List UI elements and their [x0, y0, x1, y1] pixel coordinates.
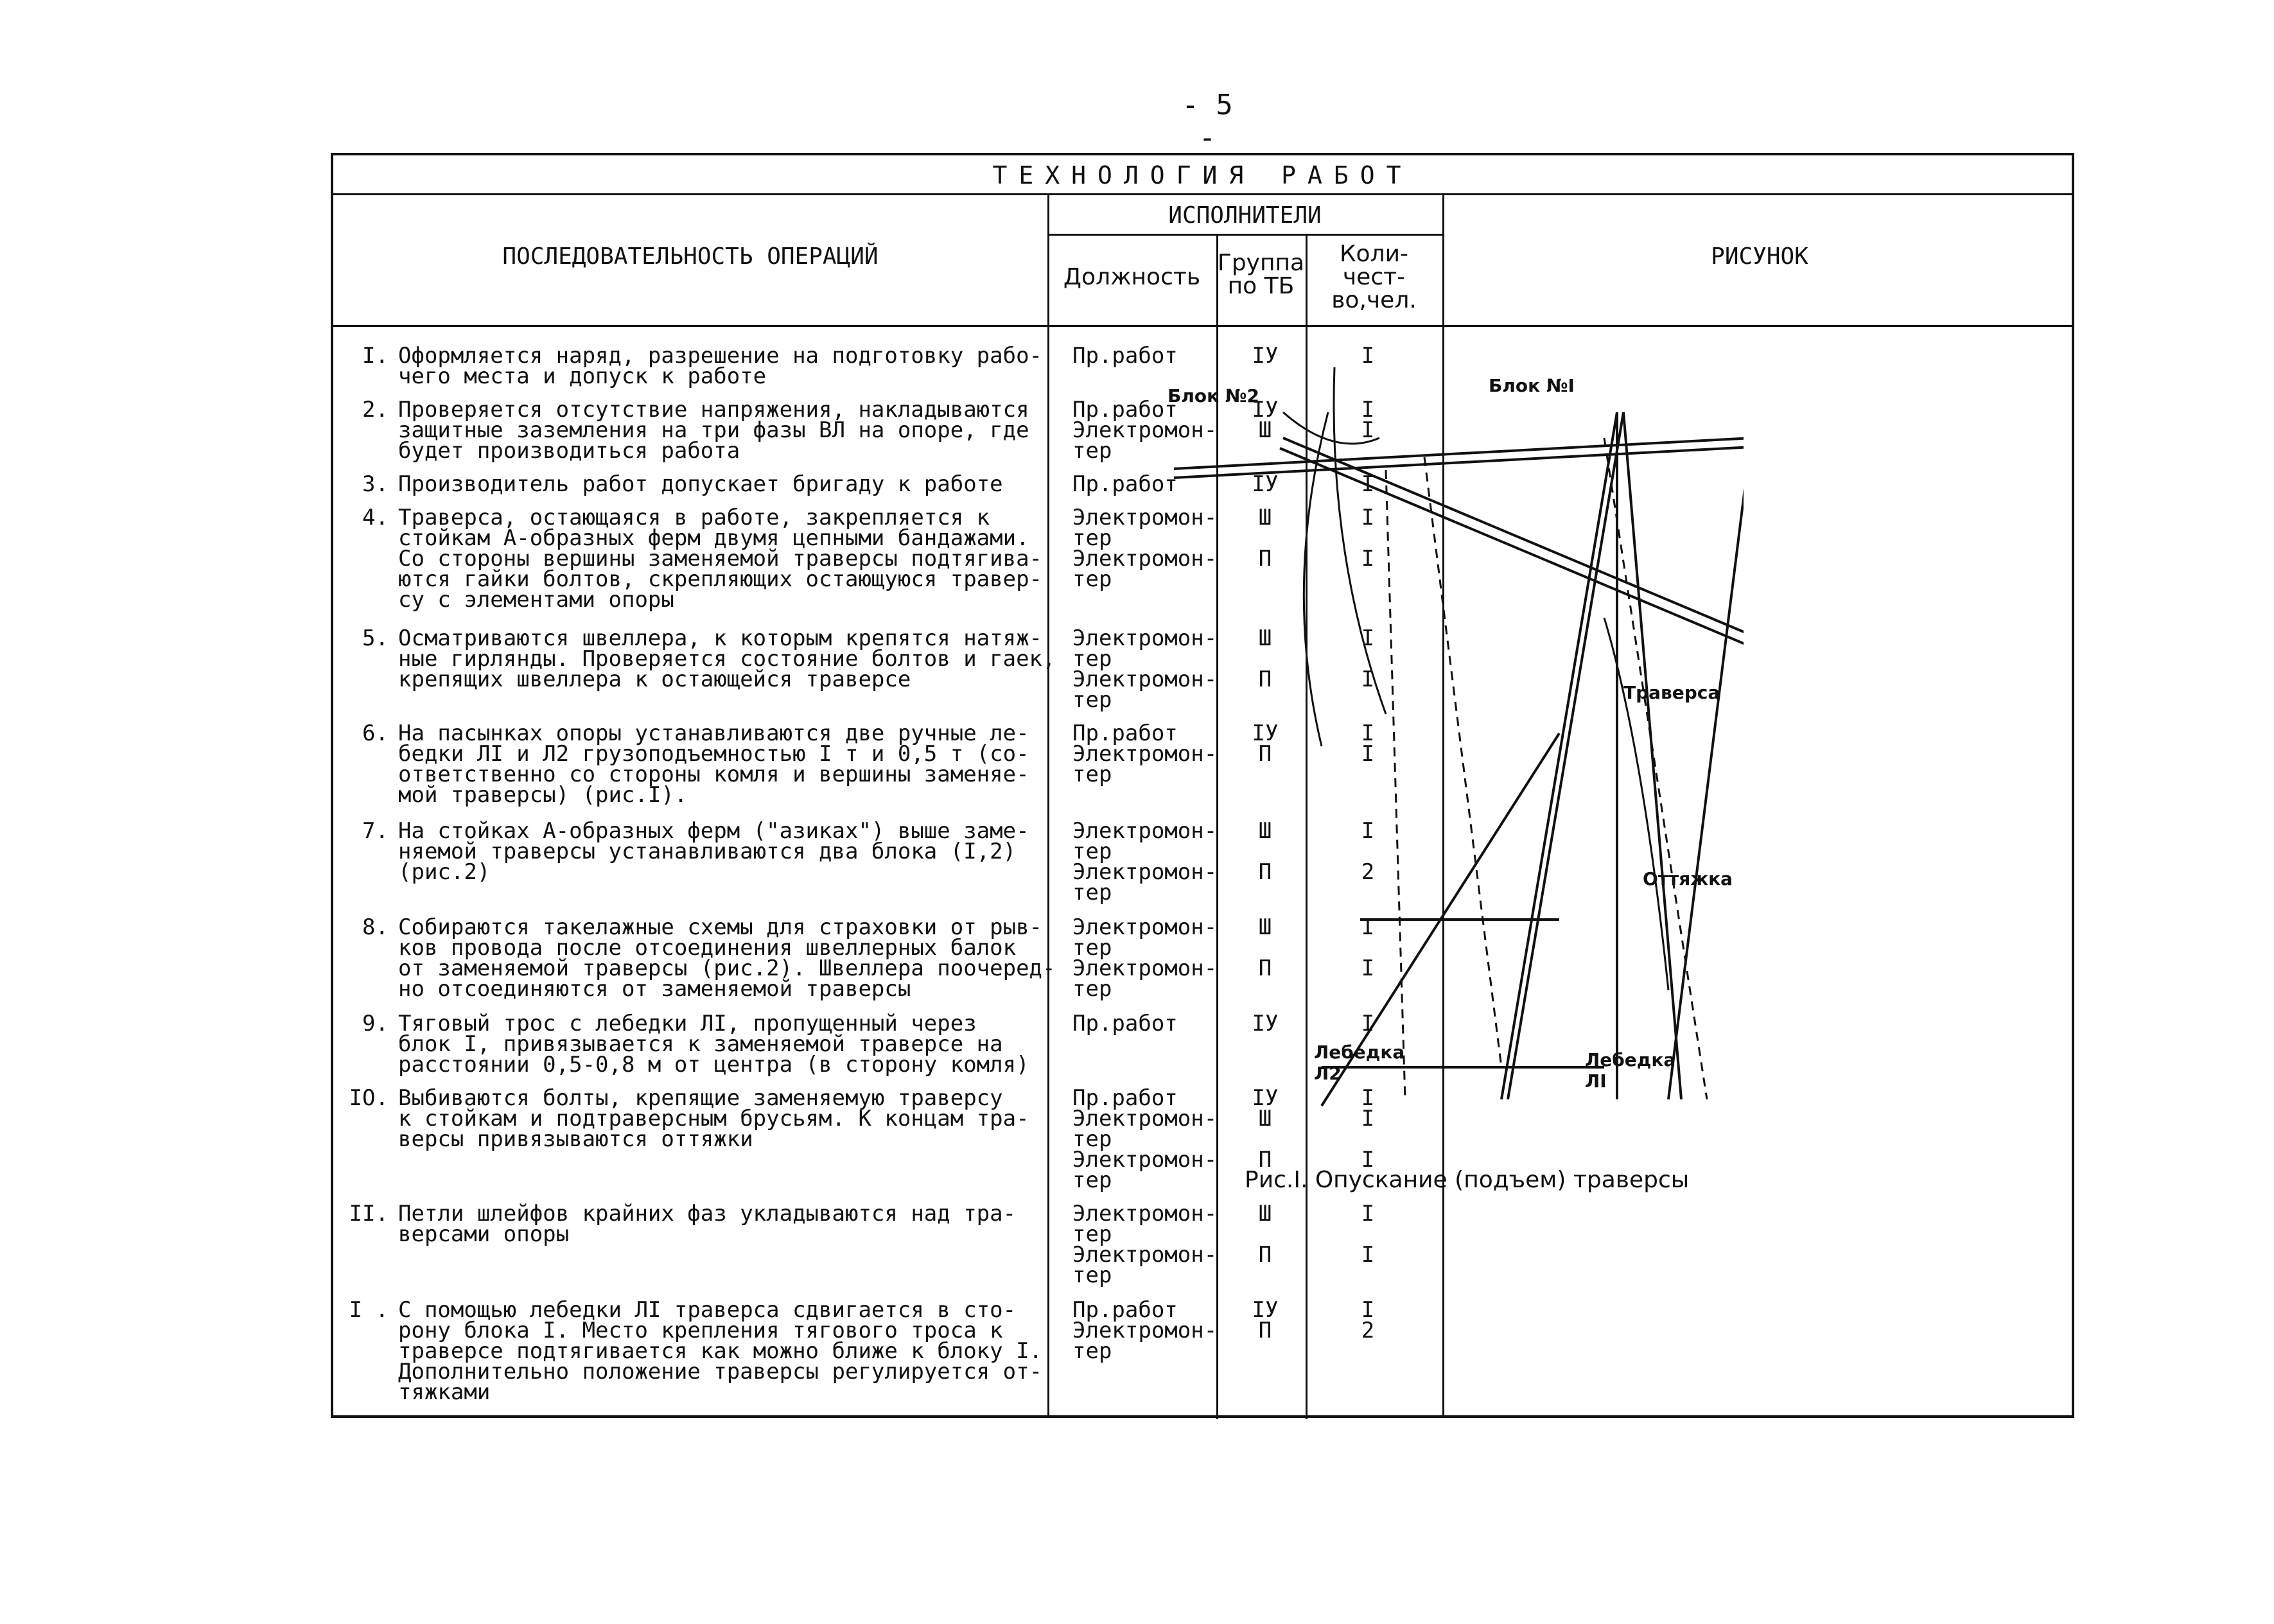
header-executors: ИСПОЛНИТЕЛИ	[1168, 202, 1322, 229]
row-count: I I	[1361, 625, 1375, 692]
page-number: - 5 -	[1182, 89, 1233, 154]
row-group: Ш П	[1258, 914, 1272, 981]
header-count: Коли- чест- во,чел.	[1331, 241, 1417, 313]
row-number: 4.	[362, 505, 389, 530]
row-number: 6.	[362, 720, 389, 746]
label-traverse: Траверса	[1623, 682, 1720, 703]
row-position: Пр.работ	[1072, 343, 1178, 369]
row-text: С помощью лебедки ЛI траверса сдвигается в сто- рону блока I. Место крепления тягового троса к траверсе подтягивается как можно ближе к блоку I. Дополнительно положение траверсы регулируется от- тяжками	[398, 1297, 1043, 1405]
row-position: Электромон- тер Электромон- тер	[1072, 505, 1218, 592]
row-text: Траверса, остающаяся в работе, закрепляется к стойкам А-образных ферм двумя цепными бандажами. Со стороны вершины заменяемой траверсы подтягива- ются гайки болтов, скрепляющих остающуюся травер- су с элементами опоры	[398, 505, 1043, 613]
row-count: I I	[1361, 505, 1375, 572]
row-count: I I	[1361, 914, 1375, 981]
row-position: Пр.работ	[1072, 1011, 1178, 1036]
row-position: Электромон- тер Электромон- тер	[1072, 914, 1218, 1002]
label-block-2: Блок №2	[1168, 385, 1260, 406]
row-position: Пр.работ	[1072, 471, 1178, 497]
tower-diagram	[1116, 168, 1744, 1164]
row-number: IO.	[349, 1085, 389, 1111]
row-text: Производитель работ допускает бригаду к работе	[398, 471, 1003, 497]
row-position: Пр.работ Электромон- тер	[1072, 720, 1218, 787]
row-text: Петли шлейфов крайних фаз укладываются над тра- версами опоры	[398, 1201, 1017, 1247]
row-text: На пасынках опоры устанавливаются две ручные ле- бедки ЛI и Л2 грузоподъемностью I т и 0,5 т (со- ответственно со стороны комля и вершины заменяе- мой траверсы) (рис.I).	[398, 720, 1029, 808]
row-group: IУ Ш	[1252, 397, 1279, 443]
row-number: 8.	[362, 914, 389, 940]
label-guy-wire: Оттяжка	[1643, 868, 1733, 889]
row-text: Оформляется наряд, разрешение на подготовку рабо- чего места и допуск к работе	[398, 343, 1043, 389]
row-text: Тяговый трос с лебедки ЛI, пропущенный через блок I, привязывается к заменяемой траверсе на расстоянии 0,5-0,8 м от центра (в сторону комля)	[398, 1011, 1029, 1078]
row-count: I	[1361, 471, 1375, 497]
row-number: I.	[362, 343, 389, 369]
row-position: Электромон- тер Электромон- тер	[1072, 818, 1218, 905]
row-group: IУ	[1252, 471, 1279, 497]
row-position: Электромон- тер Электромон- тер	[1072, 625, 1218, 713]
row-group: Ш П	[1258, 818, 1272, 885]
row-group: IУ	[1252, 1011, 1279, 1036]
row-number: 3.	[362, 471, 389, 497]
row-text: Собираются такелажные схемы для страховки от рыв- ков провода после отсоединения швеллерных балок от заменяемой траверсы (рис.2). Швеллера поочеред- но отсоединяются от заменяемой траверсы	[398, 914, 1056, 1002]
header-figure: РИСУНОК	[1711, 243, 1808, 270]
label-block-1: Блок №I	[1489, 375, 1575, 396]
row-number: 9.	[362, 1011, 389, 1036]
row-count: I	[1361, 343, 1375, 369]
row-group: IУ Ш П	[1252, 1085, 1279, 1173]
row-group: IУ П	[1252, 1297, 1279, 1343]
row-count: I 2	[1361, 1297, 1375, 1343]
row-group: Ш П	[1258, 505, 1272, 572]
table-title: ТЕХНОЛОГИЯ РАБОТ	[333, 155, 2072, 195]
header-sequence: ПОСЛЕДОВАТЕЛЬНОСТЬ ОПЕРАЦИЙ	[502, 243, 879, 270]
figure-caption: Рис.I. Опускание (подъем) траверсы	[1245, 1167, 1690, 1193]
row-text: Осматриваются швеллера, к которым крепятся натяж- ные гирлянды. Проверяется состояние болтов и гаек, крепящих швеллера к остающейся траверсе	[398, 625, 1056, 692]
row-text: Проверяется отсутствие напряжения, накладываются защитные заземления на три фазы ВЛ на опоре, где будет производиться работа	[398, 397, 1029, 464]
label-winch-l2: Лебедка Л2	[1314, 1042, 1405, 1084]
row-position: Пр.работ Электромон- тер	[1072, 397, 1218, 464]
label-winch-l1: Лебедка ЛI	[1585, 1049, 1676, 1092]
row-count: I 2	[1361, 818, 1375, 885]
header-group: Группа по ТБ	[1217, 250, 1305, 299]
row-group: Ш П	[1258, 1201, 1272, 1268]
row-group: IУ	[1252, 343, 1279, 369]
row-count: I I	[1361, 397, 1375, 443]
row-position: Пр.работ Электромон- тер	[1072, 1297, 1218, 1364]
figure-tower-drawing	[1116, 168, 1744, 1260]
row-group: IУ П	[1252, 720, 1279, 767]
row-count: I I	[1361, 1201, 1375, 1268]
row-number: I .	[349, 1297, 389, 1323]
row-number: 2.	[362, 397, 389, 423]
row-count: I I	[1361, 720, 1375, 767]
row-count: I	[1361, 1011, 1375, 1036]
row-group: Ш П	[1258, 625, 1272, 692]
row-position: Электромон- тер Электромон- тер	[1072, 1201, 1218, 1288]
header-position: Должность	[1063, 264, 1201, 290]
row-text: На стойках А-образных ферм ("азиках") выше заме- няемой траверсы устанавливаются два блока (I,2) (рис.2)	[398, 818, 1029, 885]
row-position: Пр.работ Электромон- тер Электромон- тер	[1072, 1085, 1218, 1193]
row-number: 7.	[362, 818, 389, 844]
row-number: II.	[349, 1201, 389, 1227]
row-number: 5.	[362, 625, 389, 651]
row-count: I I I	[1361, 1085, 1375, 1173]
row-text: Выбиваются болты, крепящие заменяемую траверсу к стойкам и подтраверсным брусьям. К концам тра- версы привязываются оттяжки	[398, 1085, 1029, 1152]
